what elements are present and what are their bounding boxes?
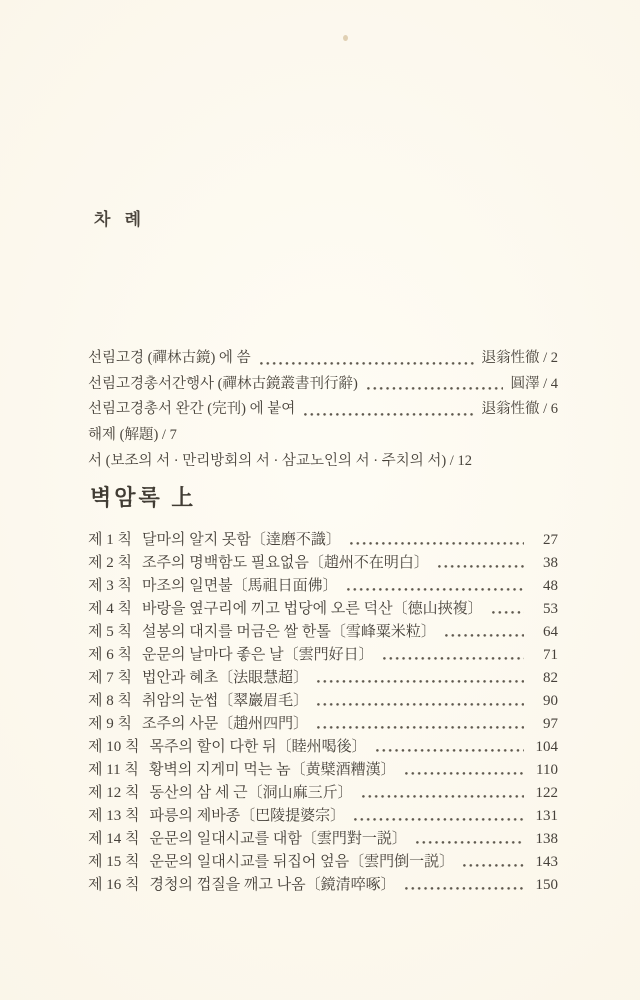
chapter-entry xyxy=(88,759,558,782)
entry-author-page: 退翁性徹 / 6 xyxy=(481,401,558,418)
chapter-number: 제 16 칙 xyxy=(88,877,140,893)
dotted-leader xyxy=(463,851,524,874)
chapter-entry xyxy=(88,598,558,621)
chapter-number: 제 12 칙 xyxy=(88,785,140,801)
chapter-number: 제 15 칙 xyxy=(88,854,140,870)
chapter-title: 목주의 할이 다한 뒤〔睦州喝後〕 xyxy=(149,739,367,755)
entry-title: 해제 (解題) / 7 xyxy=(88,427,177,444)
front-matter-entry xyxy=(88,372,558,398)
front-matter-entry xyxy=(88,449,558,475)
dotted-leader xyxy=(317,713,524,736)
dotted-leader xyxy=(260,346,475,372)
dotted-leader xyxy=(445,621,524,644)
chapter-number: 제 8 칙 xyxy=(88,693,132,709)
chapter-entry xyxy=(88,575,558,598)
chapter-list xyxy=(88,529,558,897)
chapter-title: 운문의 날마다 좋은 날〔雲門好日〕 xyxy=(141,647,374,663)
chapter-title: 운문의 일대시교를 대함〔雲門對一説〕 xyxy=(149,831,407,847)
entry-title: 선림고경총서간행사 (禪林古鏡叢書刊行辭) xyxy=(88,375,358,392)
chapter-entry xyxy=(88,805,558,828)
chapter-number: 제 6 칙 xyxy=(88,647,132,663)
chapter-number: 제 13 칙 xyxy=(88,808,140,824)
chapter-title: 달마의 알지 못함〔達磨不識〕 xyxy=(141,532,341,548)
chapter-title: 황벽의 지게미 먹는 놈〔黄檗酒糟漢〕 xyxy=(148,762,396,778)
entry-title: 선림고경총서 완간 (完刊) 에 붙여 xyxy=(88,401,296,418)
chapter-page-number: 71 xyxy=(543,647,558,663)
dotted-leader xyxy=(304,397,474,423)
chapter-entry xyxy=(88,736,558,759)
chapter-entry xyxy=(88,874,558,897)
chapter-title: 마조의 일면불〔馬祖日面佛〕 xyxy=(141,578,338,594)
chapter-entry xyxy=(88,782,558,805)
entry-author-page: 圓澤 / 4 xyxy=(510,375,558,392)
chapter-number: 제 7 칙 xyxy=(88,670,132,686)
chapter-page-number: 104 xyxy=(535,739,558,755)
chapter-number: 제 3 칙 xyxy=(88,578,132,594)
chapter-title: 설봉의 대지를 머금은 쌀 한톨〔雪峰粟米粒〕 xyxy=(141,624,436,640)
dotted-leader xyxy=(350,529,524,552)
chapter-title: 법안과 혜초〔法眼慧超〕 xyxy=(141,670,309,686)
chapter-title: 바랑을 옆구리에 끼고 법당에 오른 덕산〔德山挾複〕 xyxy=(141,601,483,617)
section-title: 벽암록 上 xyxy=(90,485,197,510)
dotted-leader xyxy=(354,805,524,828)
dotted-leader xyxy=(405,874,524,897)
chapter-number: 제 9 칙 xyxy=(88,716,132,732)
chapter-entry xyxy=(88,828,558,851)
chapter-entry xyxy=(88,552,558,575)
chapter-entry xyxy=(88,644,558,667)
chapter-page-number: 48 xyxy=(543,578,558,594)
entry-author-page: 退翁性徹 / 2 xyxy=(481,350,558,366)
dotted-leader xyxy=(383,644,524,667)
dotted-leader xyxy=(317,690,524,713)
chapter-page-number: 64 xyxy=(543,624,558,640)
chapter-title: 조주의 명백함도 필요없음〔趙州不在明白〕 xyxy=(141,555,429,571)
chapter-page-number: 122 xyxy=(535,785,558,801)
chapter-page-number: 138 xyxy=(535,831,558,847)
chapter-page-number: 90 xyxy=(543,693,558,709)
dotted-leader xyxy=(416,828,524,851)
dotted-leader xyxy=(492,598,524,621)
chapter-title: 파릉의 제바종〔巴陵提婆宗〕 xyxy=(149,808,346,824)
toc-title: 차 례 xyxy=(94,210,147,229)
paper-speck xyxy=(343,35,348,41)
chapter-title: 경청의 껍질을 깨고 나옴〔鏡清啐啄〕 xyxy=(149,877,396,893)
front-matter-list xyxy=(88,346,558,475)
chapter-number: 제 2 칙 xyxy=(88,555,132,571)
dotted-leader xyxy=(376,736,524,759)
chapter-page-number: 27 xyxy=(543,532,558,548)
front-matter-entry xyxy=(88,397,558,423)
chapter-number: 제 10 칙 xyxy=(88,739,140,755)
dotted-leader xyxy=(347,575,524,598)
front-matter-entry xyxy=(88,423,558,449)
chapter-number: 제 14 칙 xyxy=(88,831,140,847)
chapter-number: 제 5 칙 xyxy=(88,624,132,640)
dotted-leader xyxy=(438,552,524,575)
dotted-leader xyxy=(367,372,504,398)
entry-title: 선림고경 (禪林古鏡) 에 씀 xyxy=(88,350,251,366)
dotted-leader xyxy=(362,782,524,805)
chapter-entry xyxy=(88,713,558,736)
chapter-title: 조주의 사문〔趙州四門〕 xyxy=(141,716,309,732)
chapter-entry xyxy=(88,667,558,690)
chapter-title: 운문의 일대시교를 뒤집어 엎음〔雲門倒一説〕 xyxy=(149,854,455,870)
chapter-entry xyxy=(88,621,558,644)
chapter-page-number: 110 xyxy=(536,762,558,778)
chapter-number: 제 11 칙 xyxy=(88,762,139,778)
chapter-entry xyxy=(88,529,558,552)
front-matter-entry xyxy=(88,346,558,372)
chapter-page-number: 38 xyxy=(543,555,558,571)
chapter-title: 취암의 눈썹〔翠巖眉毛〕 xyxy=(141,693,309,709)
chapter-page-number: 131 xyxy=(535,808,558,824)
entry-title: 서 (보조의 서 · 만리방회의 서 · 삼교노인의 서 · 주치의 서) / 12 xyxy=(88,452,472,469)
chapter-page-number: 82 xyxy=(543,670,558,686)
chapter-number: 제 1 칙 xyxy=(88,532,132,548)
chapter-title: 동산의 삼 세 근〔洞山麻三斤〕 xyxy=(149,785,353,801)
dotted-leader xyxy=(405,759,524,782)
chapter-page-number: 143 xyxy=(535,854,558,870)
chapter-entry xyxy=(88,690,558,713)
chapter-page-number: 150 xyxy=(535,877,558,893)
chapter-number: 제 4 칙 xyxy=(88,601,132,617)
dotted-leader xyxy=(317,667,524,690)
chapter-page-number: 53 xyxy=(543,601,558,617)
chapter-entry xyxy=(88,851,558,874)
chapter-page-number: 97 xyxy=(543,716,558,732)
